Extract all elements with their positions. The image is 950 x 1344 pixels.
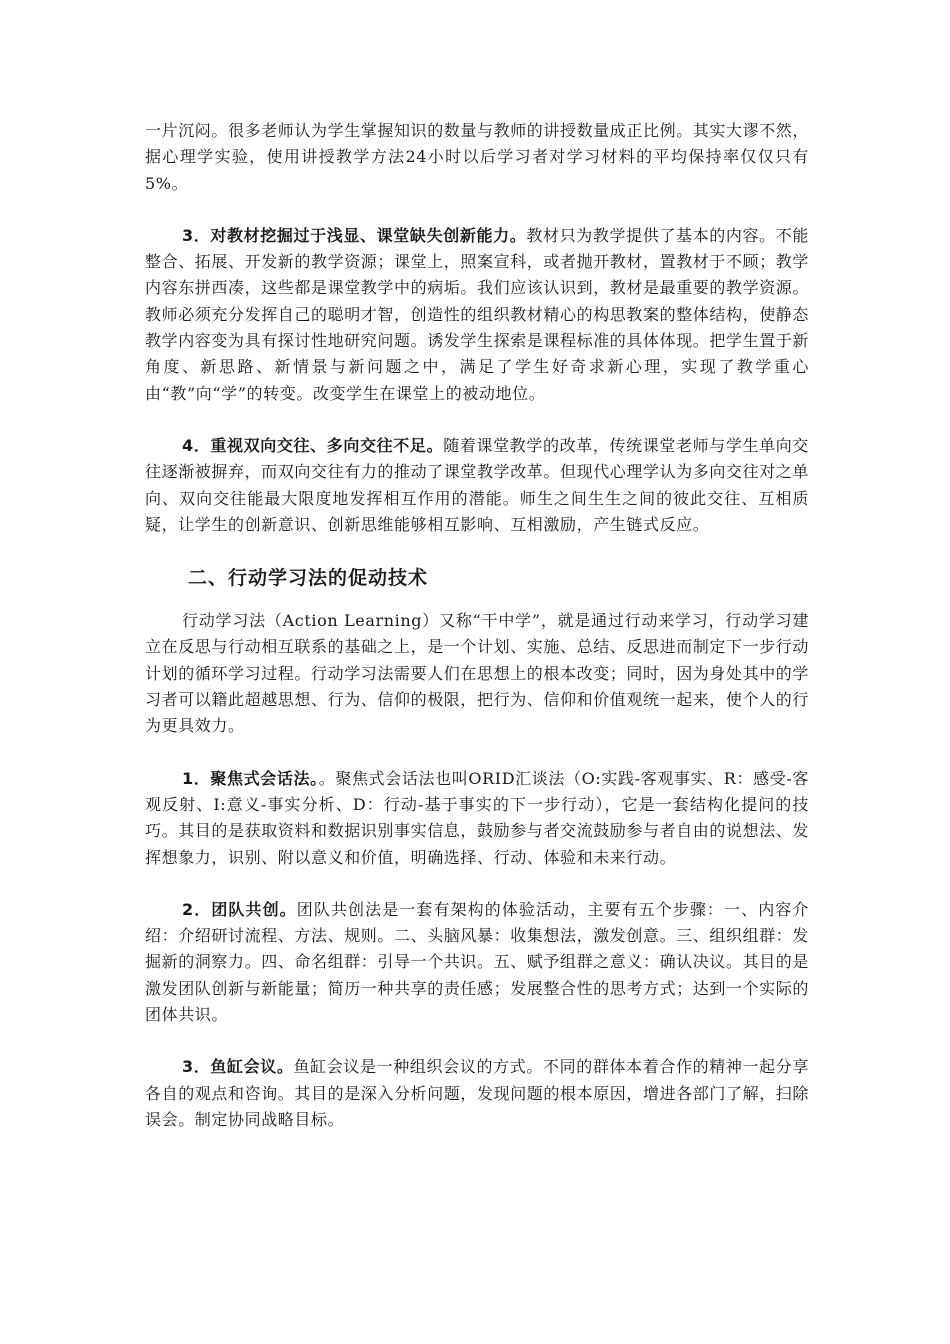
document-page bbox=[145, 118, 809, 1159]
paragraph-text: 教材只为教学提供了基本的内容。不能整合、拓展、开发新的教学资源；课堂上，照案宣科，或者抛开教材，置教材于不顾；教学内容东拼西凑，这些都是课堂教学中的病垢。我们应该认识到，教材是最重要的教学资源。教师必须充分发挥自己的聪明才智，创造性的组织教材精心的构思教案的整体结构，使静态教学内容变为具有探讨性地研究问题。诱发学生探索是课程标准的具体体现。把学生置于新角度、新思路、新情景与新问题之中，满足了学生好奇求新心理，实现了教学重心由“教”向“学”的转变。改变学生在课堂上的被动地位。 bbox=[145, 225, 810, 403]
paragraph-title: 2．团队共创。 bbox=[182, 899, 297, 919]
paragraph-continued bbox=[145, 118, 809, 197]
paragraph-text: 一片沉闷。很多老师认为学生掌握知识的数量与教师的讲授数量成正比例。其实大谬不然，据心理学实验，使用讲授教学方法24小时以后学习者对学习材料的平均保持率仅仅只有5%。 bbox=[145, 121, 810, 193]
paragraph-item-3-fishbowl bbox=[145, 1054, 809, 1133]
paragraph-title: 3．对教材挖掘过于浅显、课堂缺失创新能力。 bbox=[182, 225, 527, 245]
paragraph-text: 行动学习法（Action Learning）又称“干中学”，就是通过行动来学习，行动学习建立在反思与行动相互联系的基础之上，是一个计划、实施、总结、反思进而制定下一步行动计划的循环学习过程。行动学习法需要人们在思想上的根本改变；同时，因为身处其中的学习者可以籍此超越思想、行为、信仰的极限，把行为、信仰和价值观统一起来，使个人的行为更具效力。 bbox=[145, 611, 810, 736]
paragraph-text: 团队共创法是一套有架构的体验活动，主要有五个步骤：一、内容介绍：介绍研讨流程、方法、规则。二、头脑风暴：收集想法，激发创意。三、组织组群：发掘新的洞察力。四、命名组群：引导一个共识。五、赋予组群之意义：确认决议。其目的是激发团队创新与新能量；简历一种共享的责任感；发展整合性的思考方式；达到一个实际的团体共识。 bbox=[145, 899, 810, 1025]
paragraph-action-learning-intro bbox=[145, 608, 809, 739]
paragraph-text: 随着课堂教学的改革，传统课堂老师与学生单向交往逐渐被摒弃，而双向交往有力的推动了课堂教学改革。但现代心理学认为多向交往对之单向、双向交往能最大限度地发挥相互作用的潜能。师生之间生生之间的彼此交往、互相质疑，让学生的创新意识、创新思维能够相互影响、互相激励，产生链式反应。 bbox=[145, 435, 810, 534]
paragraph-title: 1．聚焦式会话法。 bbox=[182, 768, 319, 788]
paragraph-text: 。聚焦式会话法也叫ORID汇谈法（O:实践-客观事实、R：感受-客观反射、I:意义-事实分析、D：行动-基于事实的下一步行动），它是一套结构化提问的技巧。其目的是获取资料和数据识别事实信息，鼓励参与者交流鼓励参与者自由的说想法、发挥想象力，识别、附以意义和价值，明确选择、行动、体验和未来行动。 bbox=[145, 768, 810, 867]
paragraph-item-4-interaction bbox=[145, 433, 809, 538]
paragraph-item-1-orid bbox=[145, 766, 809, 871]
paragraph-item-3-textbook bbox=[145, 223, 809, 407]
paragraph-title: 4．重视双向交往、多向交往不足。 bbox=[182, 435, 444, 455]
paragraph-item-2-team-cocreation bbox=[145, 897, 809, 1028]
paragraph-title: 3．鱼缸会议。 bbox=[182, 1057, 294, 1077]
section-heading: 二、行动学习法的促动技术 bbox=[188, 567, 429, 590]
paragraph-text: 鱼缸会议是一种组织会议的方式。不同的群体本着合作的精神一起分享各自的观点和咨询。其目的是深入分析问题，发现问题的根本原因，增进各部门了解，扫除误会。制定协同战略目标。 bbox=[145, 1057, 810, 1129]
